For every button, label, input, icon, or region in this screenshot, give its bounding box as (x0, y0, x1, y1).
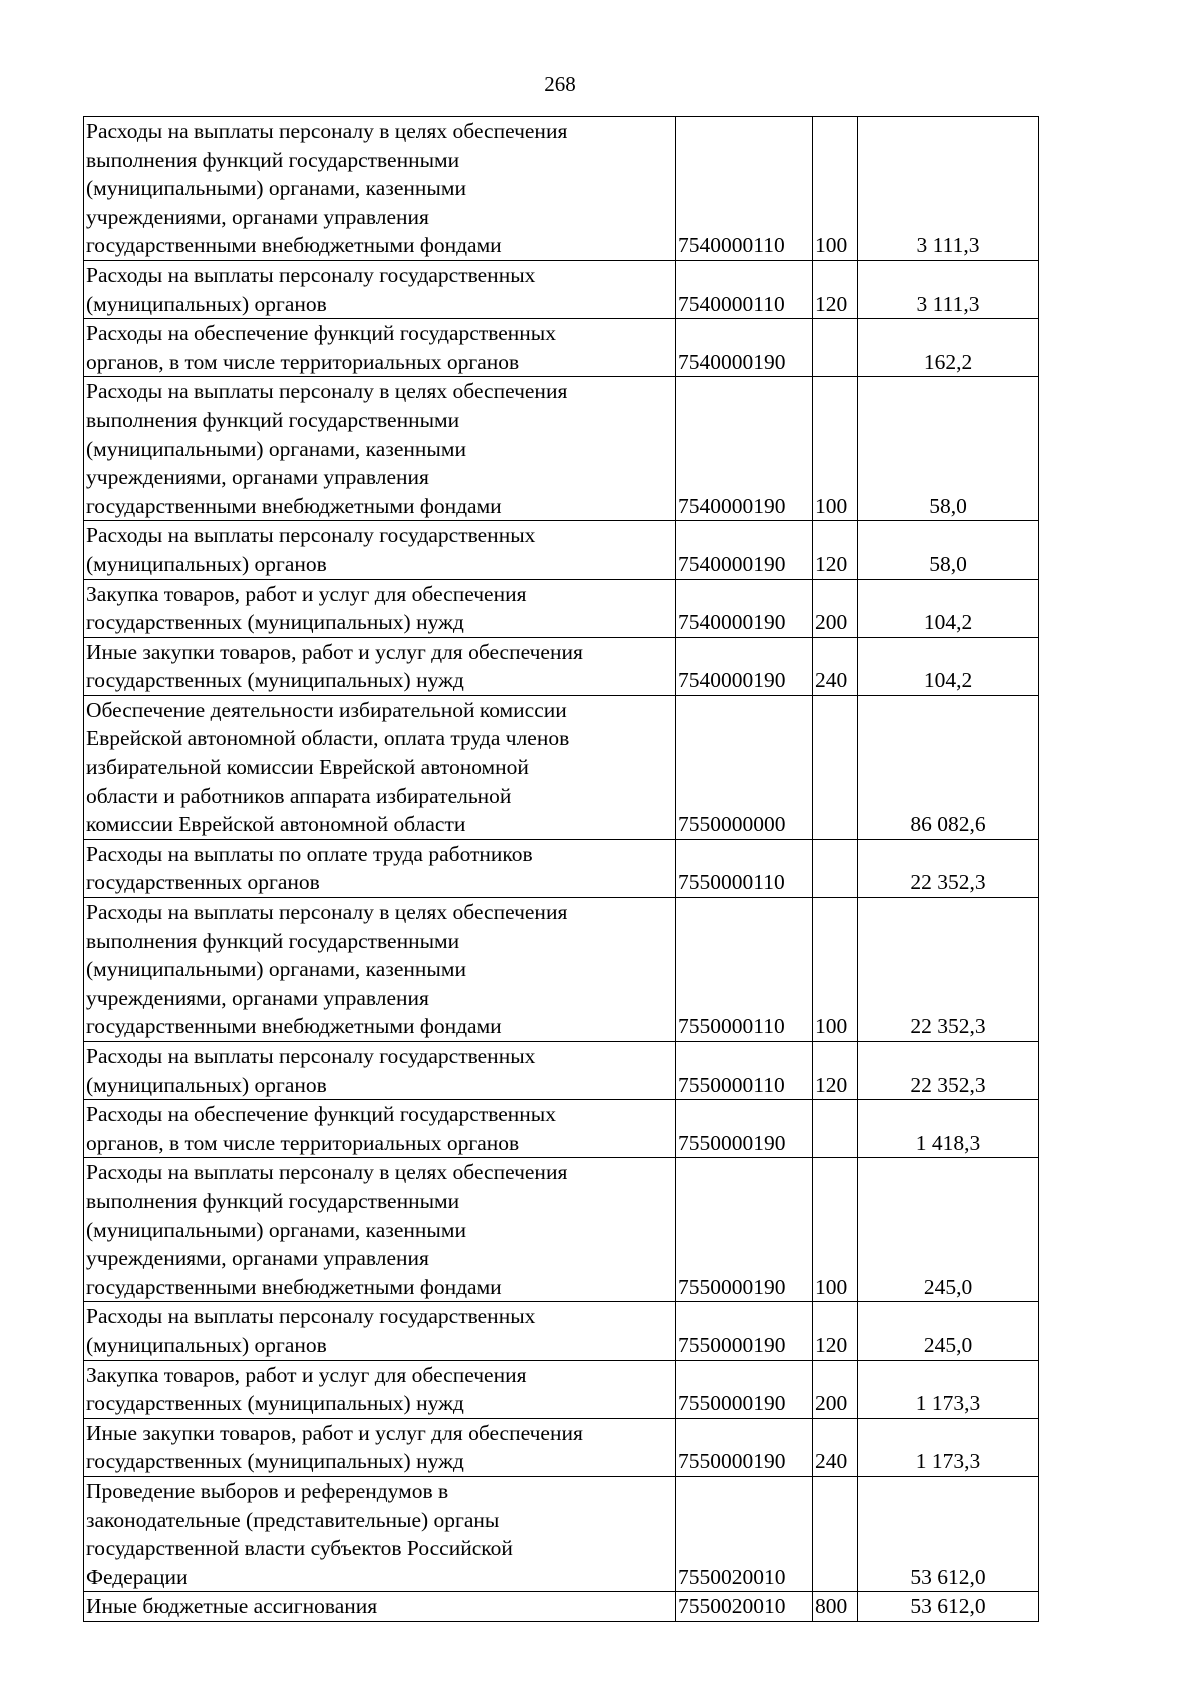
expense-name-line: Проведение выборов и референдумов в (86, 1478, 449, 1503)
expense-name-line: Расходы на обеспечение функций государственных (86, 1102, 556, 1127)
expense-type-cell: 200 (813, 1360, 858, 1418)
amount-cell: 1 418,3 (858, 1100, 1039, 1158)
expense-type-cell: 240 (813, 1418, 858, 1476)
amount-cell: 58,0 (858, 521, 1039, 579)
target-article-code-cell: 7550000190 (676, 1100, 813, 1158)
expense-name-line: Иные закупки товаров, работ и услуг для обеспечения (86, 1420, 583, 1445)
expense-name-line: (муниципальных) органов (86, 551, 327, 576)
expense-name-cell (84, 117, 676, 261)
table-row (84, 695, 1039, 839)
target-article-code-cell: 7550000190 (676, 1302, 813, 1360)
expense-name-cell (84, 1476, 676, 1591)
expense-type-cell: 120 (813, 1042, 858, 1100)
expense-name-line: государственных органов (86, 870, 320, 895)
table-row (84, 1100, 1039, 1158)
expense-name-line: Федерации (86, 1564, 188, 1589)
expense-name-line: государственных (муниципальных) нужд (86, 1449, 464, 1474)
expense-name-line: государственной власти субъектов Российской (86, 1536, 513, 1561)
target-article-code-cell: 7550000190 (676, 1418, 813, 1476)
table-row (84, 377, 1039, 521)
expense-name-line: государственными внебюджетными фондами (86, 1274, 502, 1299)
expense-name-line: (муниципальных) органов (86, 291, 327, 316)
table-row (84, 898, 1039, 1042)
expense-name-cell (84, 898, 676, 1042)
target-article-code-cell: 7550020010 (676, 1592, 813, 1622)
expense-name-line: Расходы на выплаты персоналу в целях обеспечения (86, 379, 568, 404)
expense-name-line: учреждениями, органами управления (86, 465, 429, 490)
amount-cell: 104,2 (858, 637, 1039, 695)
expense-name-cell (84, 319, 676, 377)
table-row (84, 521, 1039, 579)
expense-type-cell (813, 1476, 858, 1591)
table-row (84, 1592, 1039, 1622)
target-article-code-cell: 7540000190 (676, 637, 813, 695)
table-row (84, 1042, 1039, 1100)
expense-name-line: государственными внебюджетными фондами (86, 233, 502, 258)
amount-cell: 22 352,3 (858, 898, 1039, 1042)
expense-name-line: Закупка товаров, работ и услуг для обеспечения (86, 581, 527, 606)
target-article-code-cell: 7540000190 (676, 579, 813, 637)
expense-type-cell: 240 (813, 637, 858, 695)
expense-type-cell (813, 695, 858, 839)
expense-name-line: государственными внебюджетными фондами (86, 493, 502, 518)
expense-name-line: выполнения функций государственными (86, 1188, 460, 1213)
amount-cell: 104,2 (858, 579, 1039, 637)
expense-name-line: комиссии Еврейской автономной области (86, 812, 466, 837)
expense-name-line: учреждениями, органами управления (86, 204, 429, 229)
expense-type-cell: 800 (813, 1592, 858, 1622)
expense-name-cell (84, 579, 676, 637)
table-row (84, 1158, 1039, 1302)
amount-cell: 86 082,6 (858, 695, 1039, 839)
expense-name-line: законодательные (представительные) органы (86, 1507, 500, 1532)
target-article-code-cell: 7550000190 (676, 1158, 813, 1302)
expense-type-cell (813, 839, 858, 897)
expense-name-line: Расходы на обеспечение функций государственных (86, 321, 556, 346)
budget-table (83, 116, 1039, 1622)
expense-name-cell (84, 1418, 676, 1476)
table-row (84, 579, 1039, 637)
expense-type-cell (813, 319, 858, 377)
amount-cell: 245,0 (858, 1158, 1039, 1302)
expense-type-cell (813, 1100, 858, 1158)
amount-cell: 53 612,0 (858, 1476, 1039, 1591)
expense-name-line: органов, в том числе территориальных органов (86, 349, 520, 374)
expense-name-cell (84, 377, 676, 521)
expense-name-line: Иные бюджетные ассигнования (86, 1594, 378, 1619)
expense-name-line: учреждениями, органами управления (86, 1246, 429, 1271)
expense-name-line: Обеспечение деятельности избирательной комиссии (86, 697, 567, 722)
expense-name-line: Расходы на выплаты персоналу в целях обеспечения (86, 119, 568, 143)
expense-name-cell (84, 260, 676, 318)
table-row (84, 1476, 1039, 1591)
table-row (84, 260, 1039, 318)
expense-name-line: государственными внебюджетными фондами (86, 1014, 502, 1039)
expense-name-line: выполнения функций государственными (86, 928, 460, 953)
table-row (84, 319, 1039, 377)
amount-cell: 3 111,3 (858, 117, 1039, 261)
target-article-code-cell: 7550000190 (676, 1360, 813, 1418)
expense-name-cell (84, 521, 676, 579)
expense-name-line: (муниципальных) органов (86, 1332, 327, 1357)
expense-name-cell (84, 1360, 676, 1418)
target-article-code-cell: 7550020010 (676, 1476, 813, 1591)
expense-type-cell: 100 (813, 117, 858, 261)
expense-name-line: выполнения функций государственными (86, 407, 460, 432)
amount-cell: 22 352,3 (858, 1042, 1039, 1100)
expense-name-line: Расходы на выплаты персоналу в целях обеспечения (86, 900, 568, 925)
expense-name-cell (84, 1592, 676, 1622)
expense-name-line: (муниципальными) органами, казенными (86, 957, 466, 982)
expense-name-line: учреждениями, органами управления (86, 985, 429, 1010)
expense-name-line: Расходы на выплаты персоналу государственных (86, 523, 536, 548)
expense-name-line: Иные закупки товаров, работ и услуг для обеспечения (86, 639, 583, 664)
expense-name-line: (муниципальными) органами, казенными (86, 1217, 466, 1242)
target-article-code-cell: 7550000110 (676, 898, 813, 1042)
amount-cell: 3 111,3 (858, 260, 1039, 318)
amount-cell: 1 173,3 (858, 1360, 1039, 1418)
page-number: 268 (544, 72, 576, 96)
table-row (84, 1302, 1039, 1360)
amount-cell: 245,0 (858, 1302, 1039, 1360)
expense-name-line: Расходы на выплаты персоналу в целях обеспечения (86, 1160, 568, 1185)
expense-name-line: Расходы на выплаты персоналу государственных (86, 262, 536, 287)
amount-cell: 1 173,3 (858, 1418, 1039, 1476)
expense-name-line: Расходы на выплаты персоналу государственных (86, 1304, 536, 1329)
expense-type-cell: 100 (813, 377, 858, 521)
expense-name-cell (84, 1042, 676, 1100)
expense-name-cell (84, 637, 676, 695)
expense-name-cell (84, 695, 676, 839)
target-article-code-cell: 7550000110 (676, 839, 813, 897)
amount-cell: 22 352,3 (858, 839, 1039, 897)
expense-name-cell (84, 1100, 676, 1158)
expense-type-cell: 120 (813, 1302, 858, 1360)
target-article-code-cell: 7540000190 (676, 319, 813, 377)
expense-name-line: (муниципальных) органов (86, 1072, 327, 1097)
target-article-code-cell: 7540000190 (676, 521, 813, 579)
target-article-code-cell: 7540000110 (676, 117, 813, 261)
expense-name-line: Расходы на выплаты персоналу государственных (86, 1044, 536, 1068)
table-row (84, 1360, 1039, 1418)
amount-cell: 58,0 (858, 377, 1039, 521)
budget-table-body (84, 117, 1039, 1622)
target-article-code-cell: 7540000110 (676, 260, 813, 318)
table-row (84, 1418, 1039, 1476)
expense-type-cell: 100 (813, 898, 858, 1042)
expense-type-cell: 120 (813, 260, 858, 318)
expense-name-line: Закупка товаров, работ и услуг для обеспечения (86, 1362, 527, 1387)
target-article-code-cell: 7550000110 (676, 1042, 813, 1100)
expense-name-line: избирательной комиссии Еврейской автономной (86, 755, 529, 780)
target-article-code-cell: 7550000000 (676, 695, 813, 839)
amount-cell: 53 612,0 (858, 1592, 1039, 1622)
expense-name-line: выполнения функций государственными (86, 147, 460, 172)
expense-name-cell (84, 839, 676, 897)
expense-name-line: области и работников аппарата избирательной (86, 783, 512, 808)
expense-name-line: Расходы на выплаты по оплате труда работников (86, 841, 533, 866)
expense-name-line: (муниципальными) органами, казенными (86, 436, 466, 461)
expense-name-line: государственных (муниципальных) нужд (86, 668, 464, 693)
expense-type-cell: 100 (813, 1158, 858, 1302)
target-article-code-cell: 7540000190 (676, 377, 813, 521)
expense-name-line: (муниципальными) органами, казенными (86, 176, 466, 201)
expense-name-line: государственных (муниципальных) нужд (86, 610, 464, 635)
expense-name-cell (84, 1302, 676, 1360)
table-row (84, 839, 1039, 897)
expense-name-line: государственных (муниципальных) нужд (86, 1391, 464, 1416)
amount-cell: 162,2 (858, 319, 1039, 377)
expense-name-cell (84, 1158, 676, 1302)
table-row (84, 637, 1039, 695)
expense-name-line: органов, в том числе территориальных органов (86, 1130, 520, 1155)
expense-name-line: Еврейской автономной области, оплата труда членов (86, 726, 570, 751)
expense-type-cell: 200 (813, 579, 858, 637)
table-row (84, 117, 1039, 261)
expense-type-cell: 120 (813, 521, 858, 579)
